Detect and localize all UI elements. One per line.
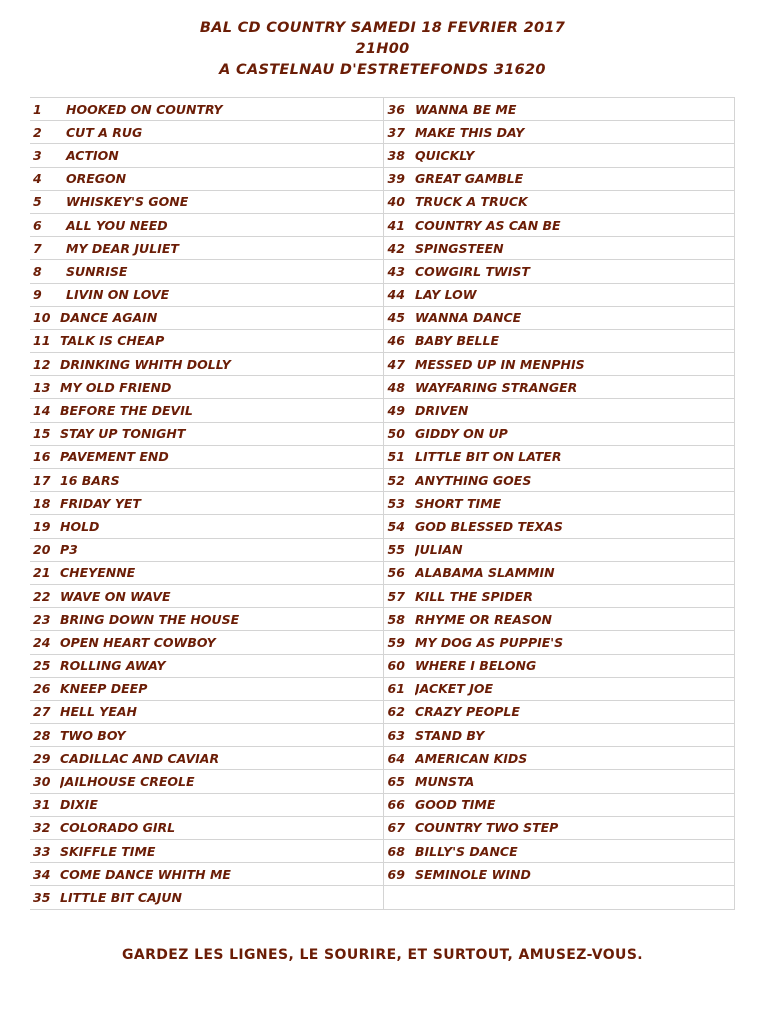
song-number: 60 <box>383 654 415 677</box>
table-row <box>30 353 734 376</box>
song-title: COWGIRL TWIST <box>415 260 734 283</box>
song-title: MY DEAR JULIET <box>60 237 383 260</box>
song-title: ALABAMA SLAMMIN <box>415 561 734 584</box>
song-number: 47 <box>383 353 415 376</box>
song-title: PAVEMENT END <box>60 445 383 468</box>
song-number: 29 <box>30 747 60 770</box>
table-row <box>30 492 734 515</box>
table-row <box>30 376 734 399</box>
table-row <box>30 747 734 770</box>
song-title: WANNA DANCE <box>415 306 734 329</box>
table-row <box>30 561 734 584</box>
table-row <box>30 863 734 886</box>
song-number: 41 <box>383 213 415 236</box>
song-number: 68 <box>383 840 415 863</box>
table-row <box>30 260 734 283</box>
song-number: 27 <box>30 700 60 723</box>
song-title: TRUCK A TRUCK <box>415 190 734 213</box>
song-number: 1 <box>30 98 60 121</box>
song-number: 6 <box>30 213 60 236</box>
playlist-table <box>30 97 735 910</box>
song-title: BRING DOWN THE HOUSE <box>60 608 383 631</box>
song-title: MESSED UP IN MENPHIS <box>415 353 734 376</box>
song-title: GIDDY ON UP <box>415 422 734 445</box>
table-row <box>30 213 734 236</box>
song-number: 9 <box>30 283 60 306</box>
song-number: 23 <box>30 608 60 631</box>
table-row <box>30 724 734 747</box>
table-row <box>30 190 734 213</box>
song-number: 64 <box>383 747 415 770</box>
song-number: 13 <box>30 376 60 399</box>
table-row <box>30 237 734 260</box>
song-number: 18 <box>30 492 60 515</box>
song-number: 31 <box>30 793 60 816</box>
song-title: SKIFFLE TIME <box>60 840 383 863</box>
song-title: LITTLE BIT CAJUN <box>60 886 383 909</box>
song-title: CADILLAC AND CAVIAR <box>60 747 383 770</box>
song-title: MAKE THIS DAY <box>415 121 734 144</box>
table-row <box>30 608 734 631</box>
song-title: COUNTRY TWO STEP <box>415 816 734 839</box>
song-number: 8 <box>30 260 60 283</box>
song-number: 21 <box>30 561 60 584</box>
song-title: GREAT GAMBLE <box>415 167 734 190</box>
song-title: STAND BY <box>415 724 734 747</box>
table-row <box>30 654 734 677</box>
table-row <box>30 538 734 561</box>
song-title: COUNTRY AS CAN BE <box>415 213 734 236</box>
song-title: MY OLD FRIEND <box>60 376 383 399</box>
song-number: 54 <box>383 515 415 538</box>
event-title: BAL CD COUNTRY SAMEDI 18 FEVRIER 2017 <box>199 20 566 36</box>
song-title: ACTION <box>60 144 383 167</box>
table-row <box>30 445 734 468</box>
song-number: 51 <box>383 445 415 468</box>
song-number: 3 <box>30 144 60 167</box>
song-number: 59 <box>383 631 415 654</box>
table-row <box>30 770 734 793</box>
song-title: ROLLING AWAY <box>60 654 383 677</box>
song-title: KILL THE SPIDER <box>415 584 734 607</box>
song-number: 58 <box>383 608 415 631</box>
table-row <box>30 515 734 538</box>
song-title <box>415 886 734 909</box>
song-title: COLORADO GIRL <box>60 816 383 839</box>
table-row <box>30 306 734 329</box>
song-number: 38 <box>383 144 415 167</box>
song-title: COME DANCE WHITH ME <box>60 863 383 886</box>
table-row <box>30 422 734 445</box>
song-title: BEFORE THE DEVIL <box>60 399 383 422</box>
song-title: TWO BOY <box>60 724 383 747</box>
song-number: 39 <box>383 167 415 190</box>
table-row <box>30 886 734 909</box>
song-title: CHEYENNE <box>60 561 383 584</box>
table-row <box>30 121 734 144</box>
song-number: 57 <box>383 584 415 607</box>
song-number: 15 <box>30 422 60 445</box>
song-title: STAY UP TONIGHT <box>60 422 383 445</box>
song-title: HELL YEAH <box>60 700 383 723</box>
song-title: WAYFARING STRANGER <box>415 376 734 399</box>
song-title: ALL YOU NEED <box>60 213 383 236</box>
song-number: 36 <box>383 98 415 121</box>
song-title: WAVE ON WAVE <box>60 584 383 607</box>
song-number: 37 <box>383 121 415 144</box>
song-number: 19 <box>30 515 60 538</box>
song-number: 40 <box>383 190 415 213</box>
song-title: JULIAN <box>415 538 734 561</box>
song-title: MY DOG AS PUPPIE'S <box>415 631 734 654</box>
song-title: LITTLE BIT ON LATER <box>415 445 734 468</box>
song-number: 22 <box>30 584 60 607</box>
song-title: GOOD TIME <box>415 793 734 816</box>
song-number: 62 <box>383 700 415 723</box>
event-location: A CASTELNAU D'ESTRETEFONDS 31620 <box>219 62 546 78</box>
song-number: 55 <box>383 538 415 561</box>
song-number: 42 <box>383 237 415 260</box>
song-number: 63 <box>383 724 415 747</box>
song-title: BABY BELLE <box>415 329 734 352</box>
table-row <box>30 329 734 352</box>
song-title: QUICKLY <box>415 144 734 167</box>
song-title: P3 <box>60 538 383 561</box>
song-title: SEMINOLE WIND <box>415 863 734 886</box>
song-title: CRAZY PEOPLE <box>415 700 734 723</box>
song-number: 45 <box>383 306 415 329</box>
song-number: 56 <box>383 561 415 584</box>
table-row <box>30 469 734 492</box>
song-number: 43 <box>383 260 415 283</box>
song-number: 30 <box>30 770 60 793</box>
song-title: SUNRISE <box>60 260 383 283</box>
table-row <box>30 840 734 863</box>
song-title: SPINGSTEEN <box>415 237 734 260</box>
song-number: 2 <box>30 121 60 144</box>
song-title: GOD BLESSED TEXAS <box>415 515 734 538</box>
song-title: DRINKING WHITH DOLLY <box>60 353 383 376</box>
song-number: 33 <box>30 840 60 863</box>
table-row <box>30 399 734 422</box>
table-row <box>30 677 734 700</box>
table-row <box>30 793 734 816</box>
song-number: 4 <box>30 167 60 190</box>
song-number: 14 <box>30 399 60 422</box>
song-title: BILLY'S DANCE <box>415 840 734 863</box>
song-number: 10 <box>30 306 60 329</box>
song-number: 24 <box>30 631 60 654</box>
page-header <box>0 18 765 81</box>
song-title: SHORT TIME <box>415 492 734 515</box>
song-number: 67 <box>383 816 415 839</box>
song-number: 5 <box>30 190 60 213</box>
footer-message: GARDEZ LES LIGNES, LE SOURIRE, ET SURTOUT, AMUSEZ-VOUS. <box>121 947 644 963</box>
song-title: JACKET JOE <box>415 677 734 700</box>
table-row <box>30 816 734 839</box>
song-number: 49 <box>383 399 415 422</box>
song-number: 53 <box>383 492 415 515</box>
song-number: 44 <box>383 283 415 306</box>
song-title: OPEN HEART COWBOY <box>60 631 383 654</box>
song-number: 12 <box>30 353 60 376</box>
table-row <box>30 700 734 723</box>
song-title: LIVIN ON LOVE <box>60 283 383 306</box>
song-title: MUNSTA <box>415 770 734 793</box>
song-title: KNEEP DEEP <box>60 677 383 700</box>
song-number: 25 <box>30 654 60 677</box>
song-number: 61 <box>383 677 415 700</box>
song-number: 35 <box>30 886 60 909</box>
song-number: 20 <box>30 538 60 561</box>
table-row <box>30 167 734 190</box>
table-row <box>30 98 734 121</box>
song-title: DRIVEN <box>415 399 734 422</box>
table-row <box>30 584 734 607</box>
song-title: HOLD <box>60 515 383 538</box>
song-number: 26 <box>30 677 60 700</box>
song-number: 16 <box>30 445 60 468</box>
song-title: OREGON <box>60 167 383 190</box>
song-number: 46 <box>383 329 415 352</box>
table-row <box>30 144 734 167</box>
song-number: 66 <box>383 793 415 816</box>
song-title: AMERICAN KIDS <box>415 747 734 770</box>
table-row <box>30 283 734 306</box>
song-title: CUT A RUG <box>60 121 383 144</box>
song-number: 34 <box>30 863 60 886</box>
song-title: DIXIE <box>60 793 383 816</box>
song-title: WHERE I BELONG <box>415 654 734 677</box>
song-title: WANNA BE ME <box>415 98 734 121</box>
event-time: 21H00 <box>355 41 410 57</box>
song-number <box>383 886 415 909</box>
song-number: 48 <box>383 376 415 399</box>
song-title: HOOKED ON COUNTRY <box>60 98 383 121</box>
song-number: 65 <box>383 770 415 793</box>
song-title: JAILHOUSE CREOLE <box>60 770 383 793</box>
song-title: 16 BARS <box>60 469 383 492</box>
song-number: 52 <box>383 469 415 492</box>
table-row <box>30 631 734 654</box>
song-number: 11 <box>30 329 60 352</box>
song-number: 69 <box>383 863 415 886</box>
song-title: LAY LOW <box>415 283 734 306</box>
song-number: 28 <box>30 724 60 747</box>
song-number: 50 <box>383 422 415 445</box>
song-number: 32 <box>30 816 60 839</box>
song-title: DANCE AGAIN <box>60 306 383 329</box>
song-title: RHYME OR REASON <box>415 608 734 631</box>
song-number: 7 <box>30 237 60 260</box>
song-title: FRIDAY YET <box>60 492 383 515</box>
song-title: WHISKEY'S GONE <box>60 190 383 213</box>
song-title: TALK IS CHEAP <box>60 329 383 352</box>
song-title: ANYTHING GOES <box>415 469 734 492</box>
song-number: 17 <box>30 469 60 492</box>
